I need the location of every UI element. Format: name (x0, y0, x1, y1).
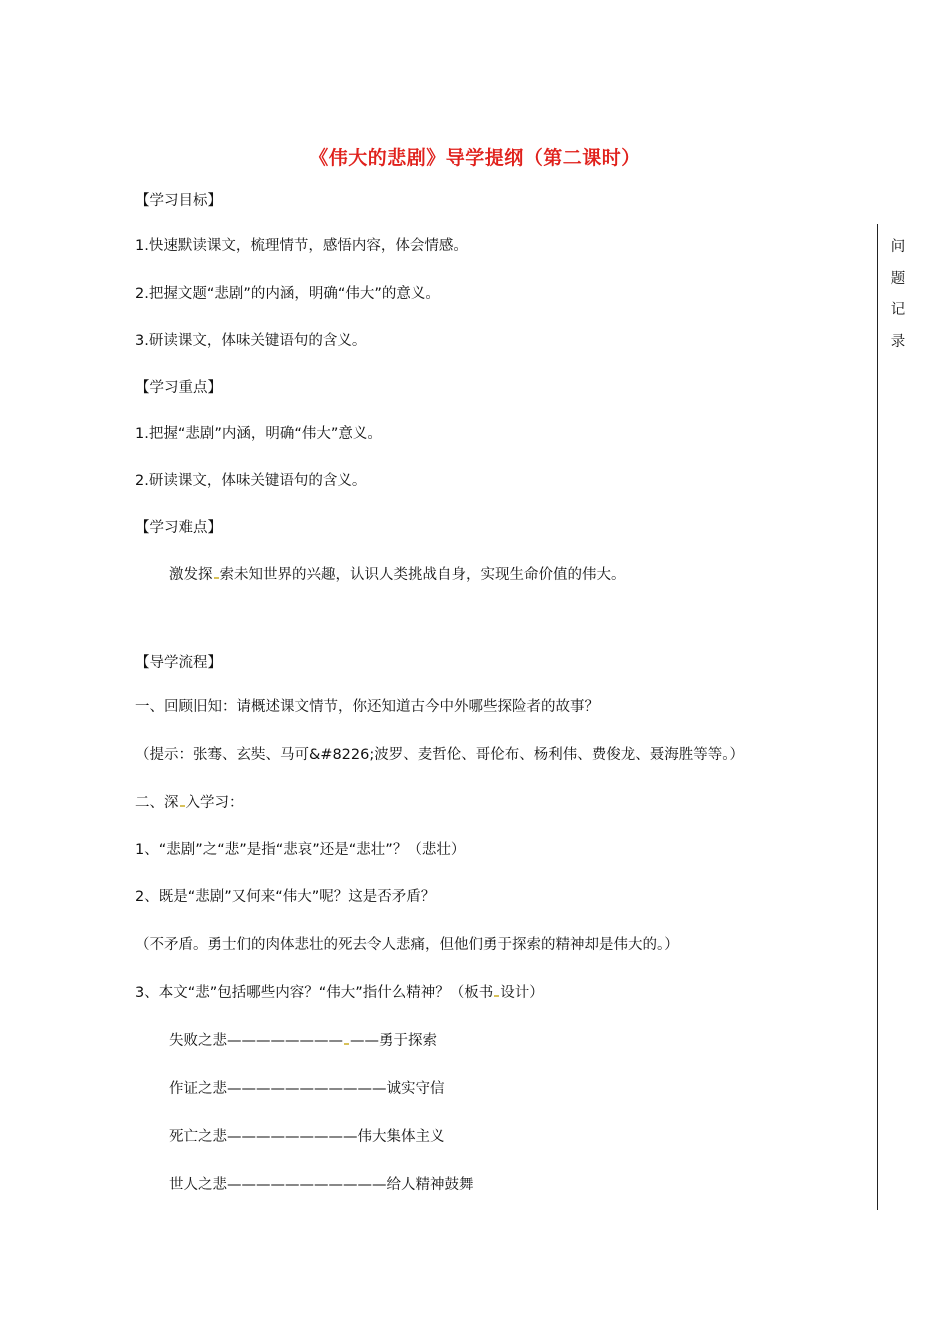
difficulties-text-b: 索未知世界的兴趣，认识人类挑战自身，实现生命价值的伟大。 (219, 567, 626, 583)
board-line-4: 世人之悲———————————给人精神鼓舞 (169, 1177, 474, 1193)
edit-mark (344, 1043, 349, 1045)
notes-column-label: 问 题 记 录 (890, 239, 906, 350)
difficulties-heading: 【学习难点】 (135, 520, 222, 536)
objective-item-1: 1.快速默读课文，梳理情节，感悟内容，体会情感。 (135, 238, 468, 254)
key-point-item-1: 1.把握“悲剧”内涵，明确“伟大”意义。 (135, 426, 382, 442)
edit-mark (214, 577, 219, 579)
question-3 (135, 981, 544, 1002)
difficulties-text (169, 563, 626, 584)
deep-learning-b: 入学习： (185, 795, 244, 811)
sidebar-divider (877, 224, 878, 1210)
edit-mark (180, 805, 185, 807)
board-line-3: 死亡之悲—————————伟大集体主义 (169, 1129, 445, 1145)
key-points-heading: 【学习重点】 (135, 380, 222, 396)
objective-item-2: 2.把握文题“悲剧”的内涵，明确“伟大”的意义。 (135, 286, 440, 302)
page-title: 《伟大的悲剧》导学提纲（第二课时） (309, 147, 641, 169)
review-question: 一、回顾旧知：请概述课文情节，你还知道古今中外哪些探险者的故事？ (135, 699, 599, 715)
edit-mark (494, 995, 499, 997)
difficulties-text-a: 激发探 (169, 567, 213, 583)
question-2: 2、既是“悲剧”又何来“伟大”呢？这是否矛盾？ (135, 889, 436, 905)
deep-learning-heading (135, 791, 244, 812)
board-line-1-rest: ——勇于探索 (350, 1033, 437, 1049)
question-3-a: 3、本文“悲”包括哪些内容？“伟大”指什么精神？（板书 (135, 985, 494, 1001)
question-3-b: 设计） (500, 985, 544, 1001)
deep-learning-a: 二、深 (135, 795, 179, 811)
key-point-item-2: 2.研读课文，体味关键语句的含义。 (135, 473, 367, 489)
objective-item-3: 3.研读课文，体味关键语句的含义。 (135, 333, 367, 349)
objectives-heading: 【学习目标】 (135, 193, 222, 209)
board-line-2: 作证之悲———————————诚实守信 (169, 1081, 445, 1097)
board-line-1 (169, 1029, 437, 1050)
answer-2: （不矛盾。勇士们的肉体悲壮的死去令人悲痛，但他们勇于探索的精神却是伟大的。） (135, 937, 679, 953)
question-1: 1、“悲剧”之“悲”是指“悲哀”还是“悲壮”？（悲壮） (135, 842, 466, 858)
process-heading: 【导学流程】 (135, 655, 222, 671)
board-line-1-left: 失败之悲———————— (169, 1033, 343, 1049)
review-hint: （提示：张骞、玄奘、马可&#8226;波罗、麦哲伦、哥伦布、杨利伟、费俊龙、聂海胜等等。） (135, 747, 744, 763)
